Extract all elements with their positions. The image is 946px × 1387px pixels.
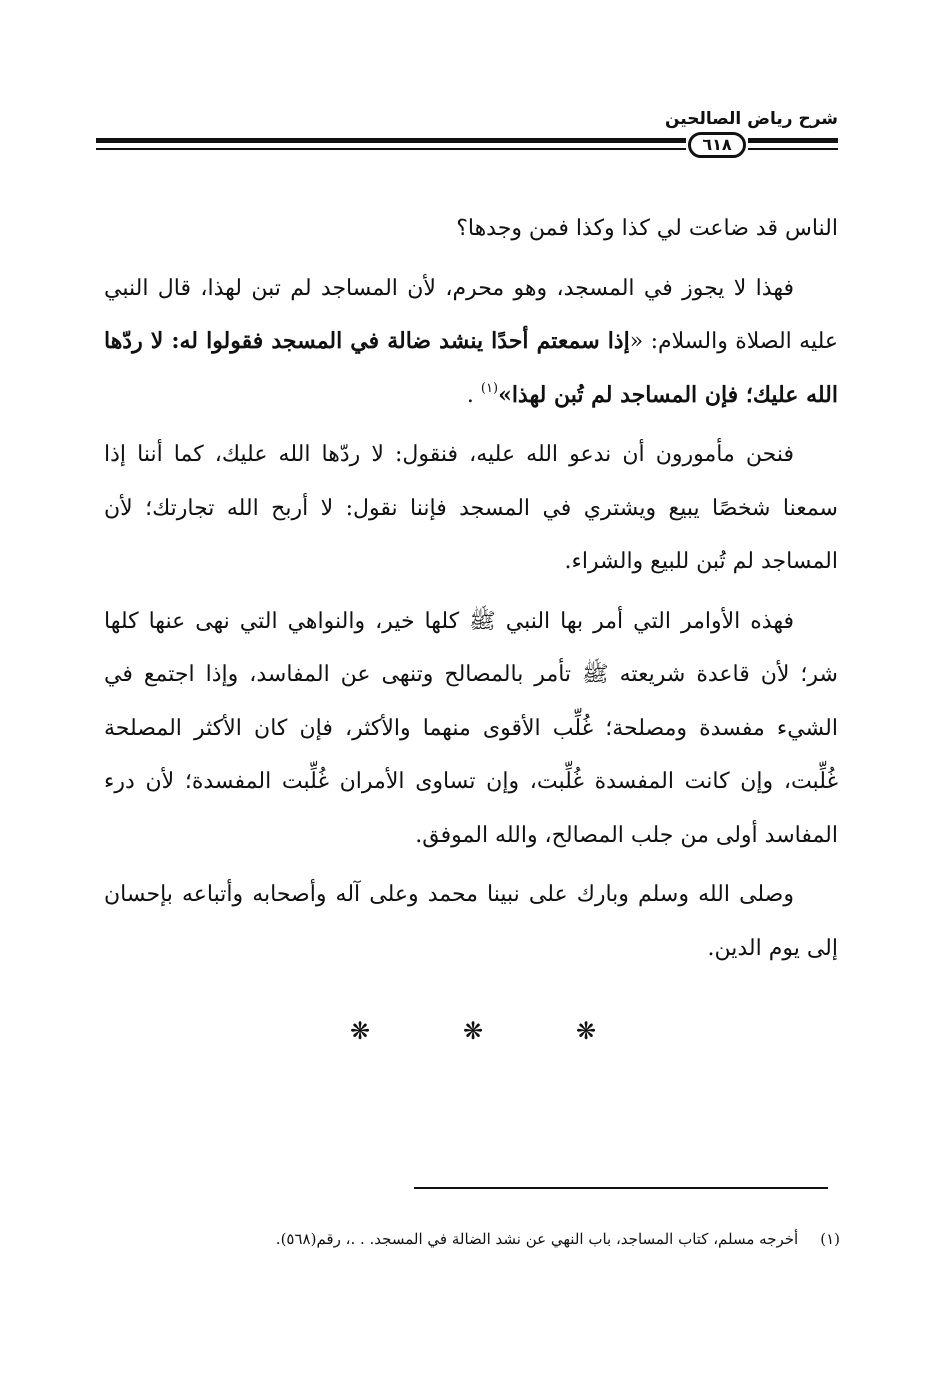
paragraph-1: الناس قد ضاعت لي كذا وكذا فمن وجدها؟ [456, 216, 838, 241]
section-separator [340, 1016, 606, 1050]
header-rule-thick-left [96, 138, 686, 143]
separator-star: ❋ [575, 1017, 597, 1045]
paragraph-2-intro: فهذا لا يجوز في المسجد، وهو محرم، لأن المساجد لم تبن لهذا، قال النبي عليه الصلاة والسلام: « [104, 275, 838, 354]
footnote-divider [414, 1187, 828, 1189]
footnote-number: (١) [820, 1230, 840, 1248]
footnote-reference: (١) [480, 380, 499, 396]
separator-star: ❋ [349, 1017, 371, 1045]
paragraph-2-end: . [466, 382, 481, 408]
hadith-close: » [498, 381, 512, 408]
main-text [104, 202, 838, 981]
paragraph-5: وصلى الله وسلم وبارك على نبينا محمد وعلى آله وأصحابه وأتباعه بإحسان إلى يوم الدين. [104, 882, 838, 961]
paragraph-3: فنحن مأمورون أن ندعو الله عليه، فنقول: لا ردّها الله عليك، كما أننا إذا سمعنا شخصًا يبيع ويشتري في المسجد فإننا نقول: لا أربح الله تجارتك؛ لأن المساجد لم تُبن للبيع والشراء. [104, 442, 838, 574]
paragraph-2 [104, 262, 838, 423]
separator-star: ❋ [462, 1017, 484, 1045]
header-rule-thick-right [748, 138, 838, 143]
header-rule-thin-right [748, 148, 838, 150]
paragraph-4: فهذه الأوامر التي أمر بها النبي ﷺ كلها خير، والنواهي التي نهى عنها كلها شر؛ لأن قاعدة شريعته ﷺ تأمر بالمصالح وتنهى عن المفاسد، وإذا اجتمع في الشيء مفسدة ومصلحة؛ غُلِّب الأقوى منهما والأكثر، فإن كان الأكثر المصلحة غُلِّبت، وإن كانت المفسدة غُلِّبت، وإن تساوى الأمران غُلِّبت المفسدة؛ لأن درء المفاسد أولى من جلب المصالح، والله الموفق. [104, 608, 838, 848]
page-header [96, 108, 838, 158]
footnote [100, 1228, 840, 1250]
header-rule-thin-left [96, 148, 686, 150]
running-title: شرح رياض الصالحين [664, 109, 838, 129]
footnote-text: أخرجه مسلم، كتاب المساجد، باب النهي عن نشد الضالة في المسجد. . .، رقم(٥٦٨). [275, 1230, 799, 1248]
page-number: ٦١٨ [688, 132, 746, 158]
hadith-quote: إذا سمعتم أحدًا ينشد ضالة في المسجد فقولوا له: لا ردّها الله عليك؛ فإن المساجد لم تُبن لهذا [104, 328, 838, 408]
